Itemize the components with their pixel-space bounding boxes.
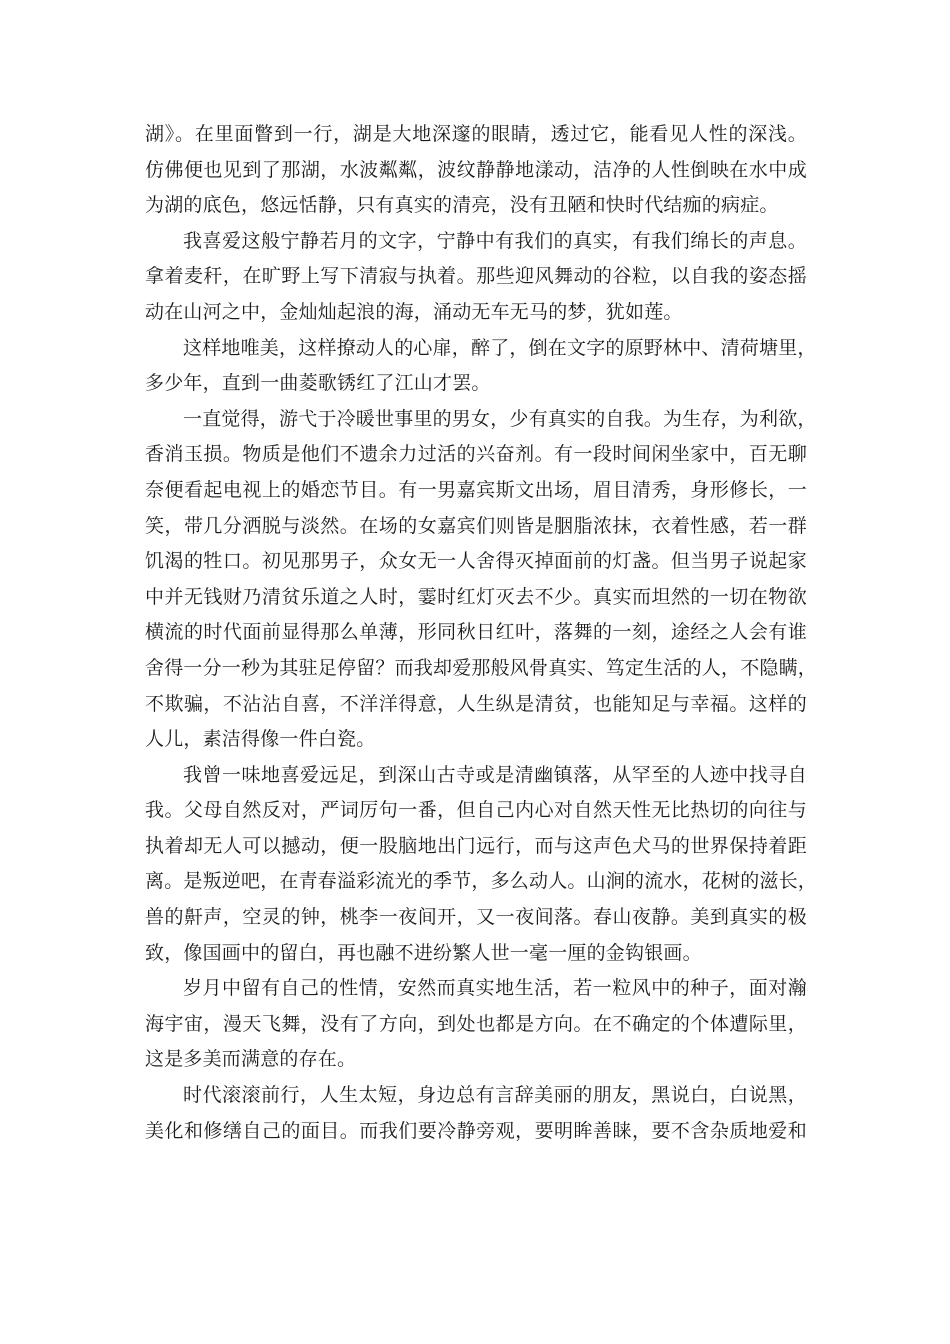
text-line: 我曾一味地喜爱远足，到深山古寺或是清幽镇落，从罕至的人迹中找寻自 xyxy=(183,763,807,786)
text-line: 奈便看起电视上的婚恋节目。有一男嘉宾斯文出场，眉目清秀，身形修长，一 xyxy=(145,478,807,501)
paragraph xyxy=(145,402,818,758)
text-line: 这是多美而满意的存在。 xyxy=(145,1048,357,1071)
text-line: 动在山河之中，金灿灿起浪的海，涌动无车无马的梦，犹如莲。 xyxy=(145,300,683,323)
text-line: 致，像国画中的留白，再也融不进纷繁人世一毫一厘的金钩银画。 xyxy=(145,941,702,964)
text-line: 笑，带几分洒脱与淡然。在场的女嘉宾们则皆是胭脂浓抹，衣着性感，若一群 xyxy=(145,514,807,537)
text-line: 湖》。在里面瞥到一行，湖是大地深邃的眼睛，透过它，能看见人性的深浅。 xyxy=(145,123,807,145)
text-line: 舍得一分一秒为其驻足停留？而我却爱那般风骨真实、笃定生活的人，不隐瞒， xyxy=(145,656,818,679)
text-line: 饥渴的牲口。初见那男子，众女无一人舍得灭掉面前的灯盏。但当男子说起家 xyxy=(145,550,807,573)
text-line: 时代滚滚前行，人生太短，身边总有言辞美丽的朋友，黑说白，白说黑， xyxy=(183,1084,807,1107)
text-line: 拿着麦秆，在旷野上写下清寂与执着。那些迎风舞动的谷粒，以自我的姿态摇 xyxy=(145,265,807,288)
text-line: 香消玉损。物质是他们不遗余力过活的兴奋剂。有一段时间闲坐家中，百无聊 xyxy=(145,443,807,466)
text-line: 兽的鼾声，空灵的钟，桃李一夜间开，又一夜间落。春山夜静。美到真实的极 xyxy=(145,906,807,929)
text-line: 执着却无人可以撼动，便一股脑地出门远行，而与这声色犬马的世界保持着距 xyxy=(145,834,807,857)
text-line: 中并无钱财乃清贫乐道之人时，霎时红灯灭去不少。真实而坦然的一切在物欲 xyxy=(145,585,807,608)
text-line: 我。父母自然反对，严词厉句一番，但自己内心对自然天性无比热切的向往与 xyxy=(145,799,807,822)
text-line: 不欺骗，不沾沾自喜，不洋洋得意，人生纵是清贫，也能知足与幸福。这样的 xyxy=(145,692,807,715)
paragraph xyxy=(145,758,818,972)
text-line: 为湖的底色，悠远恬静，只有真实的清亮，没有丑陋和快时代结痂的病症。 xyxy=(145,194,779,217)
text-line: 美化和修缮自己的面目。而我们要冷静旁观，要明眸善睐，要不含杂质地爱和 xyxy=(145,1119,807,1142)
text-line: 仿佛便也见到了那湖，水波粼粼，波纹静静地漾动，洁净的人性倒映在水中成 xyxy=(145,158,807,181)
paragraph xyxy=(145,224,807,331)
text-line: 横流的时代面前显得那么单薄，形同秋日红叶，落舞的一刻，途经之人会有谁 xyxy=(145,621,807,644)
paragraph xyxy=(145,117,807,224)
text-line: 人儿，素洁得像一件白瓷。 xyxy=(145,728,376,751)
text-line: 海宇宙，漫天飞舞，没有了方向，到处也都是方向。在不确定的个体遭际里， xyxy=(145,1012,807,1035)
paragraph xyxy=(145,331,817,402)
document-body xyxy=(145,117,818,1149)
text-line: 这样地唯美，这样撩动人的心扉，醉了，倒在文字的原野林中、清荷塘里， xyxy=(183,336,817,359)
text-line: 我喜爱这般宁静若月的文字，宁静中有我们的真实，有我们绵长的声息。 xyxy=(183,229,807,252)
text-line: 离。是叛逆吧，在青春溢彩流光的季节，多么动人。山涧的流水，花树的滋长， xyxy=(145,870,818,893)
paragraph xyxy=(145,1078,807,1149)
text-line: 多少年，直到一曲菱歌锈红了江山才罢。 xyxy=(145,372,491,395)
paragraph xyxy=(145,971,807,1078)
text-line: 一直觉得，游弋于冷暖世事里的男女，少有真实的自我。为生存，为利欲， xyxy=(183,407,817,430)
text-line: 岁月中留有自己的性情，安然而真实地生活，若一粒风中的种子，面对瀚 xyxy=(183,977,807,1000)
